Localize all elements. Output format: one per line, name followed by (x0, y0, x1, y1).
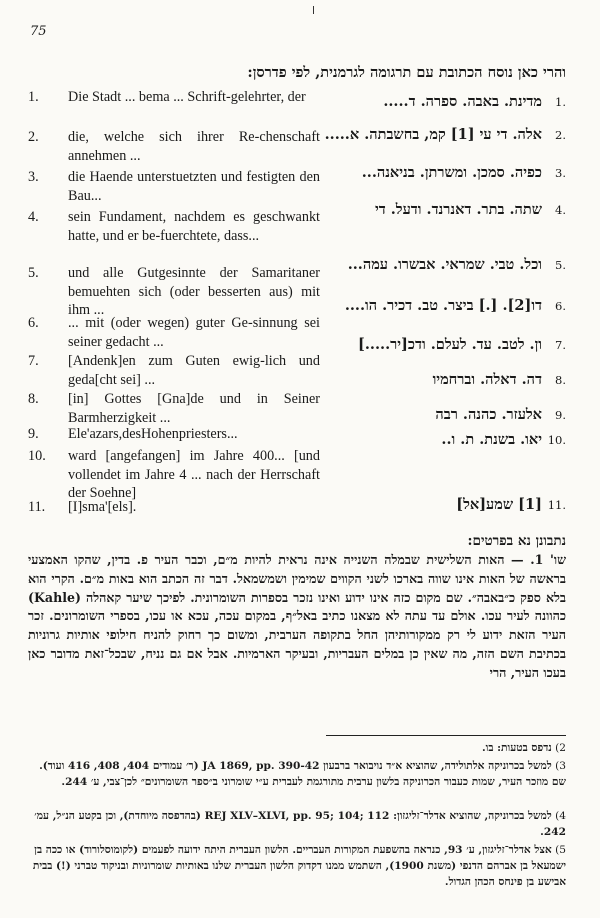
german-translation: die Haende unterstuetzten und festigten den Bau... (68, 169, 320, 204)
hebrew-inscription: [1] שמע[אל] (456, 496, 542, 513)
footnote-rule (326, 735, 566, 736)
hebrew-line-number: .1 (555, 95, 566, 109)
german-line (28, 168, 320, 205)
page-number: 75 (30, 24, 47, 39)
footnote-text: נדפס בטעות: בו. (481, 742, 552, 754)
line-number: 4. (28, 209, 39, 225)
german-translation: Ele'azars,desHohenpriesters... (68, 426, 238, 442)
line-number: 6. (28, 315, 39, 331)
german-translation: [in] Gottes [Gna]de und in Seiner Barmherzigkeit ... (68, 391, 320, 426)
hebrew-inscription: מדינת. באבה. ספרה. ד..... (383, 93, 542, 110)
german-translation: die, welche sich ihrer Re-chenschaft annehmen ... (68, 129, 320, 164)
hebrew-line (316, 406, 566, 424)
german-translation: [I]sma'[els]. (68, 499, 137, 515)
footnote-number: 3) (551, 760, 566, 772)
line-number: 5. (28, 265, 39, 281)
hebrew-inscription: שתה. בתר. דאנרנד. ודעל. די (374, 201, 542, 218)
hebrew-line-number: .11 (547, 498, 566, 512)
line-number: 3. (28, 169, 39, 185)
margin-mark (313, 6, 314, 14)
footnote-text: למשל בכרוניקה אלתולידה, שהוציא א״ד נויבואר ברבעון JA 1869, pp. 390-42 (ר׳ עמודים 404, 408, 416 ועוד). שם מוזכר העיר, שמות כעבור הכרוניקה בלשון ערבית מתורגמת לעברית ע״י שומרוני ב״ספר השומרונים״ לכן־צבי, ע׳ 244. (39, 760, 566, 788)
german-line (28, 447, 320, 503)
hebrew-line (316, 371, 566, 389)
hebrew-line-number: .9 (555, 408, 566, 422)
line-number: 2. (28, 129, 39, 145)
hebrew-line (316, 496, 566, 514)
hebrew-line-number: .5 (555, 258, 566, 272)
section-title: נתבונן נא בפרטים: (467, 533, 566, 549)
footnote (28, 740, 566, 756)
hebrew-line-number: .6 (555, 299, 566, 313)
footnote-text: למשל בכרוניקה, שהוציא אדלר־זליגזון: REJ XLV–XLVI, pp. 95; 104; 112 (בהדפסה מיוחדת), וכן בקטע הנ״ל, עמ׳ 242. (34, 810, 566, 838)
footnote-number: 5) (551, 844, 566, 856)
german-line (28, 88, 320, 107)
hebrew-line-number: .7 (555, 338, 566, 352)
hebrew-line (316, 201, 566, 219)
hebrew-line (316, 336, 566, 354)
line-number: 1. (28, 89, 39, 105)
hebrew-line (316, 126, 566, 144)
german-line (28, 352, 320, 389)
footnote-text: אצל אדלר־זליגזון, ע׳ 93, כנראה בהשפעת המקורות העבריים. הלשון העברית היתה ידועה לפעמים (לקומוסלורוד) או ככה בן ישמעאל בן אברהם הדנפי (משנת 1900), השתמש ממנו דקדוק הלשון העברית שלנו באותיות שומרוניות ובניקוד טברני (!) בבית אבישע בן פינחס הכהן הגדול. (32, 844, 566, 888)
hebrew-line-number: .10 (547, 433, 566, 447)
intro-line: והרי כאן נוסח הכתובת עם תרגומה לגרמנית, לפי פדרסן: (247, 64, 566, 81)
line-number: 10. (28, 448, 46, 464)
line-number: 7. (28, 353, 39, 369)
hebrew-inscription: דו[2]. [.] ביצר. טב. דכיר. הו.... (344, 297, 542, 314)
hebrew-line (316, 164, 566, 182)
hebrew-line (316, 431, 566, 449)
hebrew-line (316, 93, 566, 111)
hebrew-inscription: וכל. טבי. שמראי. אבשרו. עמה... (347, 256, 542, 273)
german-translation: sein Fundament, nachdem es geschwankt hatte, und er be-fuerchtete, dass... (68, 209, 320, 244)
german-translation: ... mit (oder wegen) guter Ge-sinnung sei seiner gedacht ... (68, 315, 320, 350)
hebrew-line (316, 256, 566, 274)
footnote-number: 2) (551, 742, 566, 754)
hebrew-inscription: כפיה. סמכן. ומשרתן. בניאנה... (361, 164, 542, 181)
line-number: 8. (28, 391, 39, 407)
line-number: 9. (28, 426, 39, 442)
footnote (28, 808, 566, 840)
hebrew-line (316, 297, 566, 315)
hebrew-inscription: אלה. די עי [1] קמ, בחשבתה. א..... (324, 126, 542, 143)
german-line (28, 498, 320, 517)
hebrew-line-number: .4 (555, 203, 566, 217)
commentary-paragraph: שו' 1. — האות השלישית שבמלה השנייה אינה נראית להיות מ״ם, וכבר העיר פ. בדין, שהקו האמצעי בראשה של האות אינו שווה בארכו לשני הקווים שמימין ושמשמאל. דבר זה הכתב הוא באות מ״ם. הקרי הוא בלא ספק כ״באבה״. שם מקום כזה אינו ידוע ואינו נזכר בספרות השומרונית. לפיכך שיער קאהלה (Kahle) כהוונה לעיר עכו. אולם עד עתה לא מצאנו כתיב באל״ף, במקום עכה, עכא או עכו, בספרי השומרונים. זכר העיר הזאת ידוע לי רק ממקורותיהן החל בתקופה הערבית, ומשום כך רחוק להניח חילופי אותיות גרוניות בכתיבת השם הזה, מה שאין כן במלים העבריות, ובעיקר הארמיות. אבל אם גם נניח, שבכל־זאת מדובר כאן בעכו העיר, הרי (28, 552, 566, 680)
german-translation: [Andenk]en zum Guten ewig-lich und geda[cht sei] ... (68, 353, 320, 388)
german-line (28, 128, 320, 165)
footnote (28, 842, 566, 890)
hebrew-inscription: ון. לטב. עד. לעלם. ודכ[יר.....] (358, 336, 542, 353)
german-line (28, 390, 320, 427)
hebrew-inscription: אלעזר. כהנה. רבה (435, 406, 542, 423)
hebrew-line-number: .3 (555, 166, 566, 180)
german-line (28, 314, 320, 351)
german-translation: Die Stadt ... bema ... Schrift-gelehrter, der (68, 89, 306, 105)
footnote (28, 758, 566, 790)
german-translation: und alle Gutgesinnte der Samaritaner bemuehten sich (oder besserten aus) mit ihm ... (68, 265, 320, 318)
german-line (28, 208, 320, 245)
footnote-number: 4) (551, 810, 566, 822)
hebrew-line-number: .8 (555, 373, 566, 387)
hebrew-line-number: .2 (555, 128, 566, 142)
line-number: 11. (28, 499, 46, 515)
german-line (28, 425, 320, 444)
german-translation: ward [angefangen] im Jahre 400... [und vollendet im Jahre 4 ... nach der Herrschaft der Soehne] (68, 448, 320, 501)
hebrew-inscription: יאו. בשנת. ת. ו.. (441, 431, 542, 448)
german-line (28, 264, 320, 320)
hebrew-inscription: דה. דאלה. וברחמיו (432, 371, 542, 388)
